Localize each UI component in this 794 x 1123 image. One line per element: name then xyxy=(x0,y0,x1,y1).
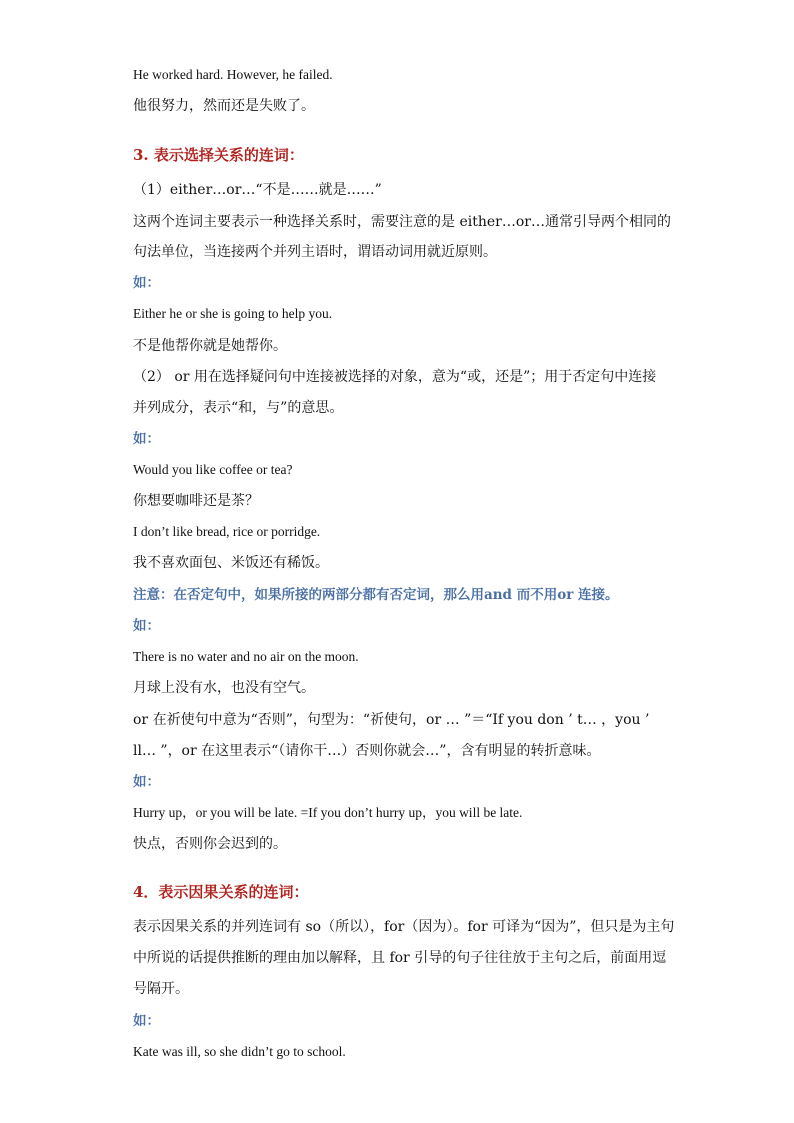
list-item-either-or: （1）either…or…“不是……就是……” xyxy=(133,182,382,198)
translation-text: 他很努力，然而还是失败了。 xyxy=(133,98,315,114)
body-paragraph-line: 表示因果关系的并列连词有 so（所以），for（因为）。for 可译为“因为”，但只是为主句 xyxy=(133,919,675,935)
note-text: 注意：在否定句中，如果所接的两部分都有否定词，那么用and 而不用or 连接。 xyxy=(133,587,619,603)
example-label: 如： xyxy=(133,774,160,790)
example-label: 如： xyxy=(133,431,160,447)
example-sentence: There is no water and no air on the moon. xyxy=(133,649,359,664)
example-label: 如： xyxy=(133,618,160,634)
body-paragraph-line: ll… ”，or 在这里表示“（请你干…）否则你就会…”，含有明显的转折意味。 xyxy=(133,743,601,759)
translation-text: 你想要咖啡还是茶？ xyxy=(133,493,259,509)
section-heading-4: 4．表示因果关系的连词： xyxy=(133,883,309,901)
body-paragraph-line: 这两个连词主要表示一种选择关系时，需要注意的是 either…or…通常引导两个相同的 xyxy=(133,214,671,230)
example-sentence: He worked hard. However, he failed. xyxy=(133,67,333,82)
body-paragraph-line: 号隔开。 xyxy=(133,981,189,997)
translation-text: 我不喜欢面包、米饭还有稀饭。 xyxy=(133,555,329,571)
example-sentence: Hurry up，or you will be late. =If you don’t hurry up，you will be late. xyxy=(133,805,523,820)
section-heading-3: 3. 表示选择关系的连词： xyxy=(133,146,304,164)
translation-text: 快点，否则你会迟到的。 xyxy=(133,836,287,852)
example-sentence: Kate was ill, so she didn’t go to school. xyxy=(133,1044,346,1059)
example-sentence: Either he or she is going to help you. xyxy=(133,306,333,321)
body-paragraph-line: 并列成分，表示“和，与”的意思。 xyxy=(133,400,344,416)
example-sentence: I don’t like bread, rice or porridge. xyxy=(133,524,321,539)
translation-text: 月球上没有水，也没有空气。 xyxy=(133,680,315,696)
body-paragraph-line: 句法单位，当连接两个并列主语时，谓语动词用就近原则。 xyxy=(133,244,497,260)
body-paragraph-line: 中所说的话提供推断的理由加以解释，且 for 引导的句子往往放于主句之后，前面用逗 xyxy=(133,950,667,966)
example-sentence: Would you like coffee or tea? xyxy=(133,462,293,477)
example-label: 如： xyxy=(133,275,160,291)
translation-text: 不是他帮你就是她帮你。 xyxy=(133,338,287,354)
example-label: 如： xyxy=(133,1013,160,1029)
body-paragraph-line: or 在祈使句中意为“否则”，句型为：“祈使句，or … ”＝“If you don ’ t… ，you ’ xyxy=(133,712,650,728)
list-item-or: （2） or 用在选择疑问句中连接被选择的对象，意为“或，还是”；用于否定句中连接 xyxy=(133,369,657,385)
